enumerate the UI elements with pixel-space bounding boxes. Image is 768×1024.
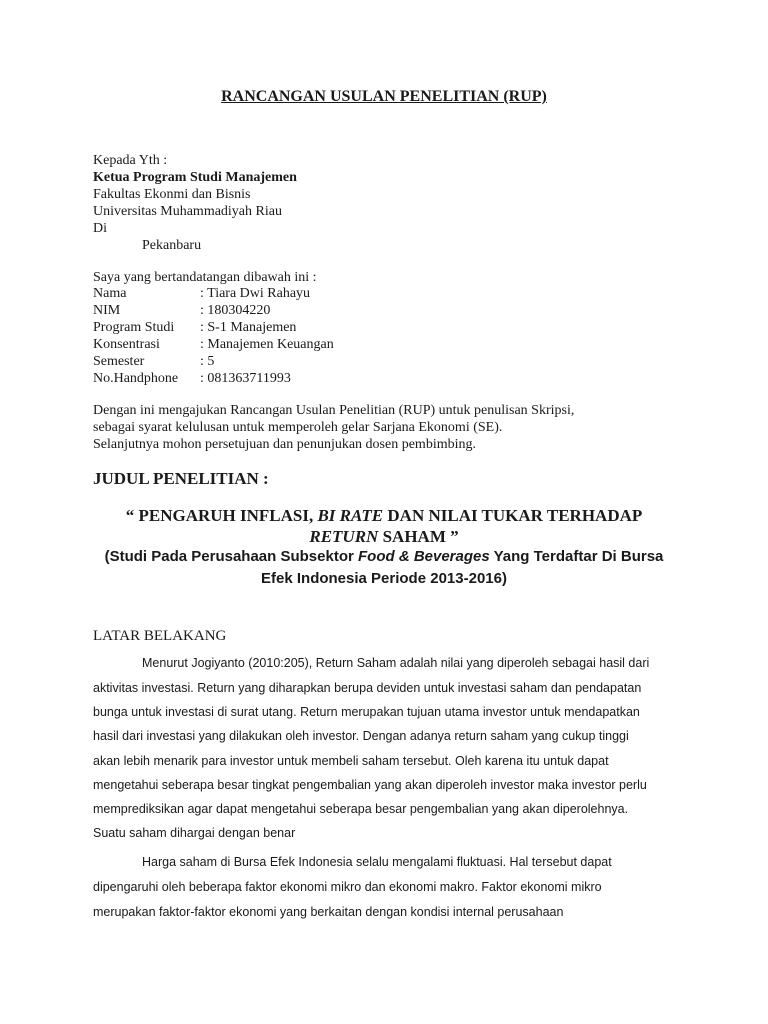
document-title: RANCANGAN USULAN PENELITIAN (RUP): [221, 88, 547, 105]
identity-value-semester: : 5: [200, 354, 215, 369]
body-line: aktivitas investasi. Return yang diharapkan berupa deviden untuk investasi saham dan pendapatan: [93, 681, 642, 695]
body-line: memprediksikan agar dapat mengetahui seberapa besar pengembalian yang akan diperolehnya.: [93, 802, 629, 816]
study-subtitle-italic: Food & Beverages: [358, 548, 490, 565]
identity-value-handphone: : 081363711993: [200, 371, 291, 386]
address-di: Di: [93, 221, 107, 236]
body-line: dipengaruhi oleh beberapa faktor ekonomi mikro dan ekonomi makro. Faktor ekonomi mikro: [93, 880, 602, 894]
study-title-part: DAN NILAI TUKAR TERHADAP: [383, 506, 643, 525]
request-line: sebagai syarat kelulusan untuk memperoleh gelar Sarjana Ekonomi (SE).: [93, 420, 503, 435]
study-subtitle-part: Yang Terdaftar Di Bursa: [489, 548, 664, 565]
identity-label-semester: Semester: [93, 354, 145, 369]
judul-heading: JUDUL PENELITIAN :: [93, 469, 269, 488]
city: Pekanbaru: [142, 238, 202, 253]
body-line: Menurut Jogiyanto (2010:205), Return Saham adalah nilai yang diperoleh sebagai hasil dari: [142, 656, 650, 670]
identity-value-nim: : 180304220: [200, 303, 271, 318]
study-title-line-1: [0, 506, 768, 526]
body-line: mengetahui seberapa besar tingkat pengembalian yang akan diperoleh investor maka investor perlu: [93, 778, 647, 792]
study-title-italic: BI RATE: [317, 506, 384, 525]
study-title-part: SAHAM ”: [378, 527, 459, 546]
body-line: bunga untuk investasi di surat utang. Return merupakan tujuan utama investor untuk mendapatkan: [93, 705, 640, 719]
study-title-part: “ PENGARUH INFLASI,: [125, 506, 318, 525]
study-subtitle-line-1: [0, 548, 768, 565]
identity-value-prodi: : S-1 Manajemen: [200, 320, 297, 335]
identity-label-nama: Nama: [93, 286, 127, 301]
recipient: Ketua Program Studi Manajemen: [93, 170, 297, 185]
greeting: Kepada Yth :: [93, 153, 168, 168]
study-title-line-2: [0, 527, 768, 547]
study-subtitle-part: (Studi Pada Perusahaan Subsektor: [104, 548, 358, 565]
identity-label-prodi: Program Studi: [93, 320, 175, 335]
university: Universitas Muhammadiyah Riau: [93, 204, 282, 219]
identity-label-nim: NIM: [93, 303, 121, 318]
identity-value-nama: : Tiara Dwi Rahayu: [200, 286, 311, 301]
body-line: Suatu saham dihargai dengan benar: [93, 826, 296, 840]
body-line: akan lebih menarik para investor untuk membeli saham tersebut. Oleh karena itu untuk dapat: [93, 754, 609, 768]
latar-belakang-heading: LATAR BELAKANG: [93, 628, 227, 644]
study-title-italic: RETURN: [309, 527, 379, 546]
faculty: Fakultas Ekonmi dan Bisnis: [93, 187, 251, 202]
body-line: merupakan faktor-faktor ekonomi yang berkaitan dengan kondisi internal perusahaan: [93, 905, 564, 919]
body-line: hasil dari investasi yang dilakukan oleh investor. Dengan adanya return saham yang cukup tinggi: [93, 729, 629, 743]
study-subtitle-line-2: Efek Indonesia Periode 2013-2016): [261, 570, 507, 587]
request-line: Dengan ini mengajukan Rancangan Usulan Penelitian (RUP) untuk penulisan Skripsi,: [93, 403, 575, 418]
body-line: Harga saham di Bursa Efek Indonesia selalu mengalami fluktuasi. Hal tersebut dapat: [142, 855, 612, 869]
identity-value-konsentrasi: : Manajemen Keuangan: [200, 337, 334, 352]
identity-label-konsentrasi: Konsentrasi: [93, 337, 160, 352]
request-line: Selanjutnya mohon persetujuan dan penunjukan dosen pembimbing.: [93, 437, 476, 452]
identity-label-handphone: No.Handphone: [93, 371, 179, 386]
intro-line: Saya yang bertandatangan dibawah ini :: [93, 270, 317, 285]
